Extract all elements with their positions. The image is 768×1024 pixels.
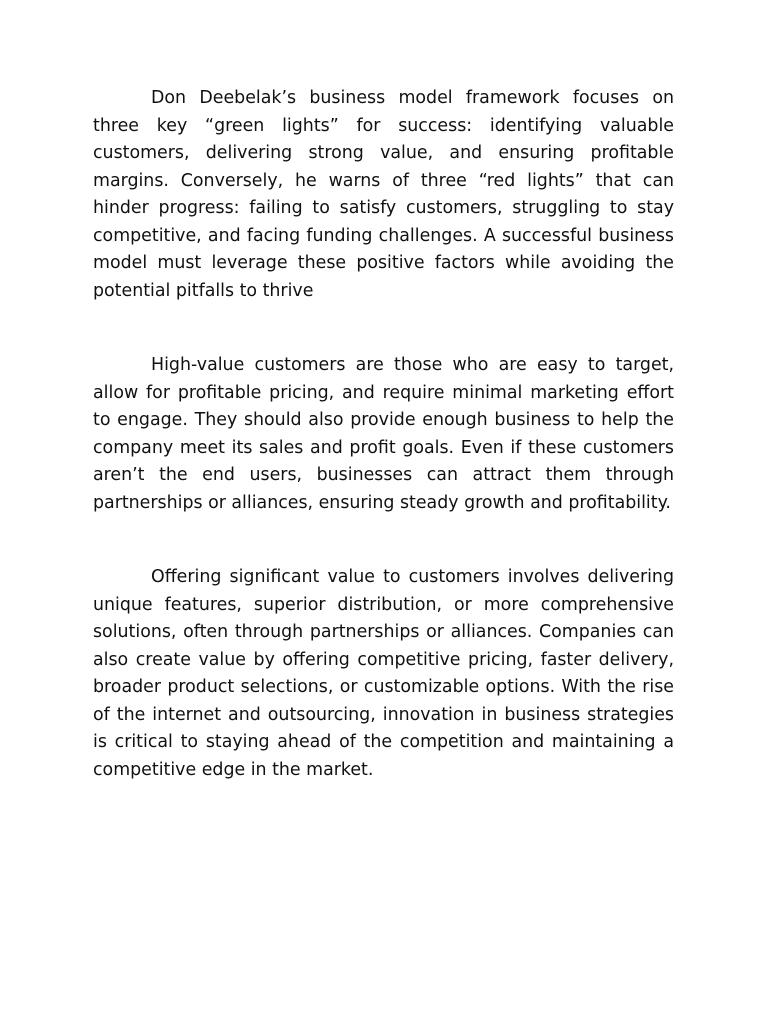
paragraph-high-value-customers: High-value customers are those who are easy to target, allow for profitable pricing, and require minimal marketing effort to engage. They should also provide enough business to help the company meet its sales and profit goals. Even if these customers aren’t the end users, businesses can attract them through partnerships or alliances, ensuring steady growth and profitability. [93, 355, 674, 513]
paragraph-green-red-lights: Don Deebelak’s business model framework focuses on three key “green lights” for success: identifying valuable customers, delivering strong value, and ensuring profitable margins. Conversely, he warns of three “red lights” that can hinder progress: failing to satisfy customers, struggling to stay competitive, and facing funding challenges. A successful business model must leverage these positive factors while avoiding the potential pitfalls to thrive [93, 88, 674, 301]
paragraph-offering-value: Offering significant value to customers involves delivering unique features, superior distribution, or more comprehensive solutions, often through partnerships or alliances. Companies can also create value by offering competitive pricing, faster delivery, broader product selections, or customizable options. With the rise of the internet and outsourcing, innovation in business strategies is critical to staying ahead of the competition and maintaining a competitive edge in the market. [93, 567, 674, 780]
document-body [93, 85, 674, 784]
